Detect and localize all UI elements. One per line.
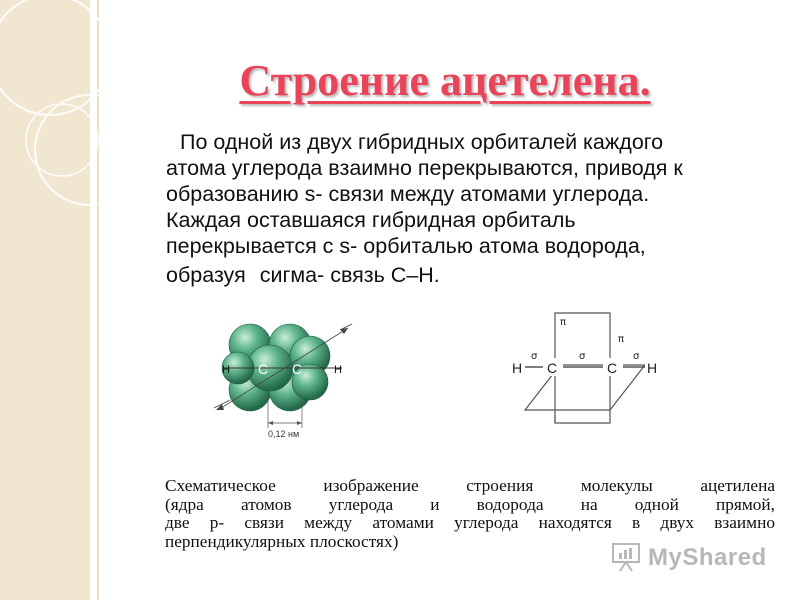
caption-line: перпендикулярных плоскостях) [165,531,399,551]
label-h-right: H [334,364,342,376]
paragraph-phrase: сигма- связь С–Н. [259,263,440,287]
label-c2: C [292,361,303,377]
caption-line: Схематическое изображение строения молекулы ацетилена [165,476,775,495]
acetylene-bond-scheme [505,305,670,430]
caption-line: две р- связи между атомами углерода находятся в двух взаимно [165,513,775,532]
scheme-sigma-left: σ [531,351,538,362]
watermark-text: MyShared [648,544,767,571]
label-bond-length: 0,12 нм [268,429,300,439]
label-h-left: H [222,364,230,376]
watermark [610,540,770,574]
slide-title: Строение ацетелена. [239,56,651,105]
scheme-pi-top: π [560,317,567,328]
paragraph-line: образованию s- связи между атомами углерода. [166,182,650,206]
paragraph-last-line [166,262,766,288]
paragraph-line: атома углерода взаимно перекрываются, приводя к [166,156,683,180]
scheme-sigma-right: σ [633,351,640,362]
scheme-c1: C [547,360,558,376]
label-c1: C [258,361,269,377]
scheme-h-left: H [512,360,523,376]
presentation-icon [610,540,644,574]
paragraph-line: перекрывается с s- орбиталью атома водорода, [166,234,646,258]
body-paragraph [166,129,766,288]
scheme-sigma-mid: σ [579,351,586,362]
acetylene-sphere-model [210,310,370,440]
scheme-pi-right: π [618,334,625,345]
scheme-h-right: H [647,360,658,376]
caption-line: (ядра атомов углерода и водорода на одной прямой, [165,494,775,514]
paragraph-word: образуя [166,263,246,287]
paragraph-line: По одной из двух гибридных орбиталей каждого [180,130,664,154]
paragraph-line: Каждая оставшаяся гибридная орбиталь [166,208,576,232]
scheme-c2: C [607,360,618,376]
